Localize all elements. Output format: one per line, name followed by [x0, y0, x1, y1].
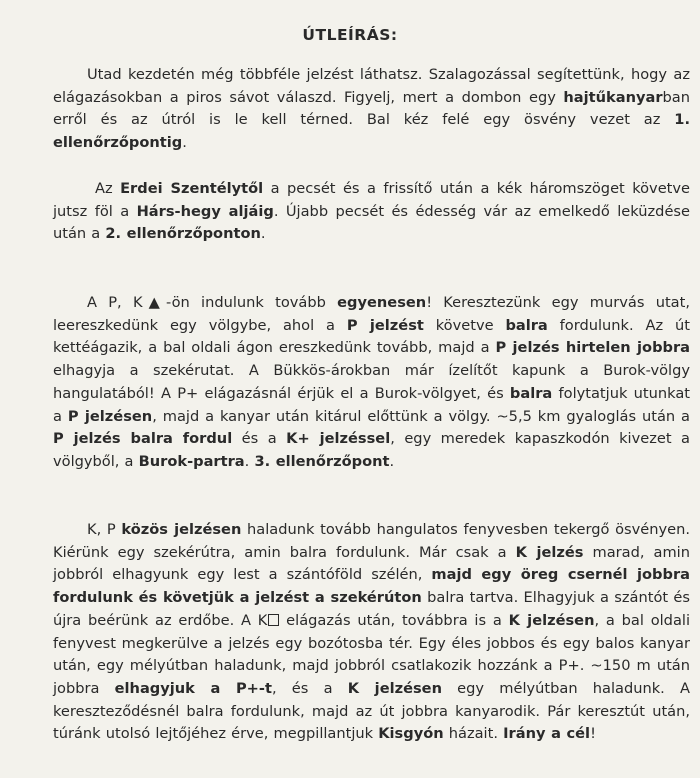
- emphasis-text: P jelzésen: [67, 407, 153, 425]
- paragraph-finish: [53, 519, 690, 746]
- emphasis-text: K jelzés: [515, 543, 584, 561]
- emphasis-text: P jelzés balra fordul: [53, 430, 233, 448]
- paragraph-checkpoint-2: [53, 178, 690, 246]
- body-text: .: [244, 452, 255, 470]
- emphasis-text: Burok-partra: [138, 452, 245, 470]
- emphasis-text: Hárs-hegy aljáig: [136, 202, 274, 220]
- emphasis-text: majd egy öreg csernél jobbra fordulunk és követjük a jelzést a szekérúton: [53, 566, 690, 607]
- emphasis-text: P jelzést: [346, 316, 424, 334]
- body-text: haladunk tovább hangulatos fenyvesben tekergő ösvényen. Kiérünk egy szekérútra, amin balra fordulunk. Már csak a: [53, 521, 690, 561]
- body-text: házait.: [443, 725, 504, 743]
- body-text: . Újabb pecsét és édesség vár az emelkedő leküzdése után a: [53, 202, 691, 243]
- emphasis-text: 2. ellenőrzőponton: [105, 225, 261, 243]
- emphasis-text: Erdei Szentélytől: [120, 180, 264, 197]
- body-text: .: [260, 225, 266, 243]
- body-text: folytatjuk utunkat a: [53, 384, 690, 425]
- emphasis-text: elhagyjuk a P+-t: [114, 679, 272, 697]
- body-text: a pecsét és a frissítő után a kék háromszöget követve jutsz föl a: [53, 180, 691, 220]
- body-text: , és a: [271, 679, 348, 697]
- body-text: K, P: [87, 521, 122, 538]
- emphasis-text: P jelzés hirtelen jobbra: [495, 339, 691, 357]
- emphasis-text: Kisgyón: [378, 725, 444, 743]
- emphasis-text: 3. ellenőrzőpont: [254, 452, 390, 470]
- page-title: ÚTLEÍRÁS:: [302, 26, 398, 44]
- body-text: balra tartva. Elhagyjuk a szántót és újra beérünk az erdőbe. A K: [53, 589, 690, 629]
- body-text: Utad kezdetén még többféle jelzést láthatsz. Szalagozással segítettünk, hogy az elágazásokban a piros sávot válaszd. Figyelj, mert a dombon egy: [53, 66, 690, 106]
- emphasis-text: Irány a cél: [503, 725, 591, 743]
- body-text: egy mélyútban haladunk. A kereszteződésnél balra fordulunk, majd az út jobbra kanyarodik. Pár keresztút után, túránk utolsó lejtőjéhez érve, megpillantjuk: [53, 679, 690, 743]
- emphasis-text: 1. ellenőrzőpontig: [53, 111, 690, 152]
- emphasis-text: hajtűkanyar: [563, 88, 663, 106]
- body-text: !: [590, 725, 596, 743]
- emphasis-text: balra: [509, 384, 553, 402]
- body-text: A P, K▲-ön indulunk tovább: [87, 294, 338, 311]
- square-marker-icon: [268, 614, 279, 626]
- body-text: , a bal oldali fenyvest megkerülve a jelzés egy bozótosba tér. Egy éles jobbos és egy balos kanyar után, egy mélyútban haladunk, majd jobbról csatlakozik hozzánk a P+. ~150 m után jobbra: [53, 611, 690, 697]
- body-text: .: [389, 452, 395, 470]
- body-text: marad, amin jobbról elhagyunk egy lest a szántóföld szélén,: [53, 543, 690, 584]
- body-text: ban erről és az útról is le kell térned. Bal kéz felé egy ösvény vezet az: [53, 88, 690, 129]
- body-text: követve: [423, 316, 506, 334]
- emphasis-text: K+ jelzéssel: [286, 430, 391, 448]
- emphasis-text: balra: [505, 316, 548, 334]
- body-text: elhagyja a szekérutat. A Bükkös-árokban már ízelítőt kapunk a Burok-völgy hangulatából! A P+ elágazásnál érjük el a Burok-völgyet, és: [53, 362, 690, 402]
- emphasis-text: K jelzésen: [508, 611, 595, 629]
- emphasis-text: egyenesen: [337, 294, 427, 311]
- body-text: fordulunk. Az út kettéágazik, a bal oldali ágon ereszkedünk tovább, majd a: [53, 316, 691, 357]
- body-text: .: [182, 134, 187, 152]
- paragraph-start: [53, 64, 690, 155]
- body-text: , majd a kanyar után kitárul előttünk a völgy. ~5,5 km gyaloglás után a: [152, 407, 690, 425]
- body-text: és a: [232, 430, 287, 448]
- body-text: , egy meredek kapaszkodón kivezet a völgyből, a: [53, 430, 691, 470]
- paragraph-checkpoint-3: [53, 292, 690, 474]
- body-text: Az: [95, 180, 121, 197]
- body-text: ! Keresztezünk egy murvás utat, leereszkedünk egy völgybe, ahol a: [53, 294, 690, 334]
- emphasis-text: közös jelzésen: [121, 521, 242, 538]
- body-text: elágazás után, továbbra is a: [279, 611, 509, 629]
- emphasis-text: K jelzésen: [347, 679, 442, 697]
